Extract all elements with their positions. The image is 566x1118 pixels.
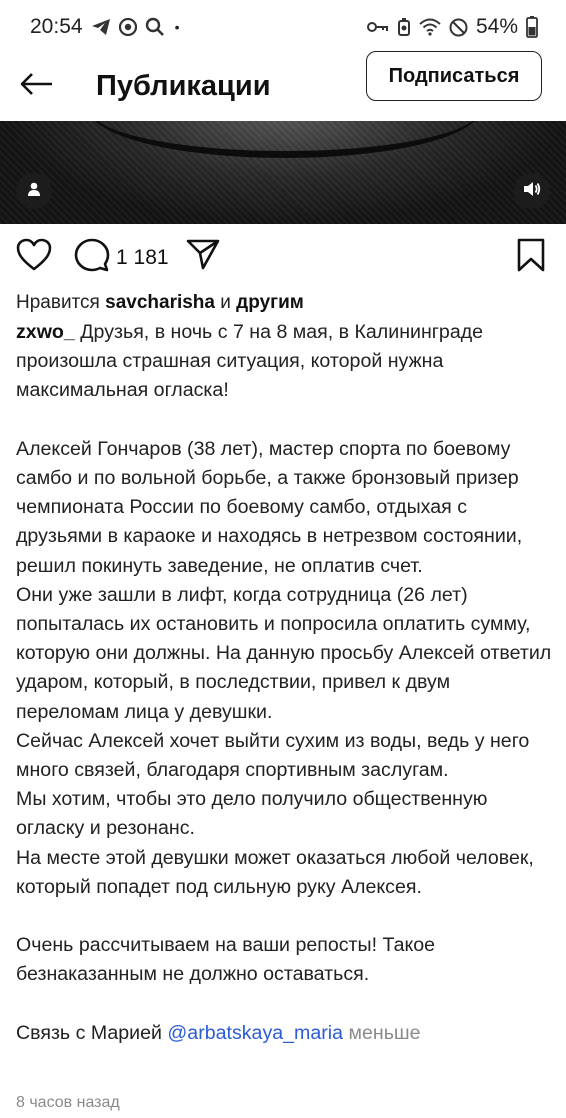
likes-others[interactable]: другим (236, 292, 304, 313)
sound-toggle-button[interactable] (514, 173, 550, 209)
heart-icon (16, 238, 52, 277)
post-caption (16, 318, 556, 1048)
follow-button[interactable]: Подписаться (366, 51, 542, 101)
post-media[interactable] (0, 121, 566, 224)
page-title: Публикации (96, 70, 271, 102)
volume-icon (523, 181, 541, 202)
chrome-icon (119, 18, 137, 36)
back-arrow-icon (19, 72, 53, 101)
post-timestamp: 8 часов назад (16, 1094, 120, 1111)
comment-icon (74, 238, 110, 277)
caption-para-3: Они уже зашли в лифт, когда сотрудница (26 лет) попыталась их остановить и попросила оплатить сумму, которую они должны. На данную просьбу Алексей ответил ударом, который, в последствии, привел к двум переломам лица у девушки. (16, 583, 552, 723)
likes-and: и (220, 292, 231, 313)
caption-contact (16, 1019, 556, 1048)
author-username[interactable]: zxwo_ (16, 321, 75, 343)
battery-icon (526, 16, 538, 38)
post-actions (0, 234, 566, 282)
wifi-icon (419, 18, 441, 36)
status-left (30, 15, 179, 39)
key-icon (367, 20, 389, 34)
caption-para-1 (16, 318, 556, 406)
status-right (367, 15, 538, 39)
app-header (0, 54, 566, 120)
status-time: 20:54 (30, 15, 83, 38)
like-button[interactable] (16, 238, 52, 277)
caption-para-6: На месте этой девушки может оказаться любой человек, который попадет под сильную руку Алексея. (16, 846, 534, 898)
user-tag-icon (26, 181, 42, 202)
caption-para-2: Алексей Гончаров (38 лет), мастер спорта по боевому самбо и по вольной борьбе, а также бронзовый призер чемпионата России по боевому самбо, отдыхая с друзьями в караоке и находясь в нетрезвом состоянии, решил покинуть заведение, не оплатив счет. (16, 437, 523, 577)
comment-count: 1 181 (116, 245, 169, 269)
caption-para-7: Очень рассчитываем на ваши репосты! Такое безнаказанным не должно оставаться. (16, 934, 436, 986)
share-button[interactable] (186, 238, 220, 275)
share-icon (186, 238, 220, 275)
contact-prefix: Связь с Марией (16, 1021, 162, 1044)
battery-percent: 54% (475, 15, 518, 38)
likes-line (16, 290, 304, 316)
caption-para-5: Мы хотим, чтобы это дело получило общественную огласку и резонанс. (16, 788, 488, 840)
status-dot: • (174, 19, 180, 35)
caption-gap (16, 990, 556, 1019)
status-bar (0, 0, 566, 54)
caption-text-1: Друзья, в ночь с 7 на 8 мая, в Калининграде произошла страшная ситуация, которой нужна максимальная огласка! (16, 321, 484, 402)
caption-para-4: Сейчас Алексей хочет выйти сухим из воды, ведь у него много связей, благодаря спортивным заслугам. (16, 729, 530, 782)
alarm-icon (397, 17, 411, 37)
tagged-users-button[interactable] (16, 173, 52, 209)
bookmark-icon (516, 238, 546, 277)
back-button[interactable] (14, 64, 58, 108)
dnd-icon (449, 18, 468, 37)
save-button[interactable] (516, 238, 546, 277)
telegram-icon (91, 18, 111, 36)
search-icon (145, 17, 165, 37)
likes-prefix: Нравится (16, 292, 100, 313)
caption-gap (16, 406, 556, 435)
less-button[interactable]: меньше (348, 1021, 421, 1044)
contact-mention-link[interactable]: @arbatskaya_maria (167, 1021, 344, 1044)
caption-gap (16, 902, 556, 931)
liker-username[interactable]: savcharisha (105, 292, 215, 313)
comment-button[interactable] (74, 238, 169, 277)
